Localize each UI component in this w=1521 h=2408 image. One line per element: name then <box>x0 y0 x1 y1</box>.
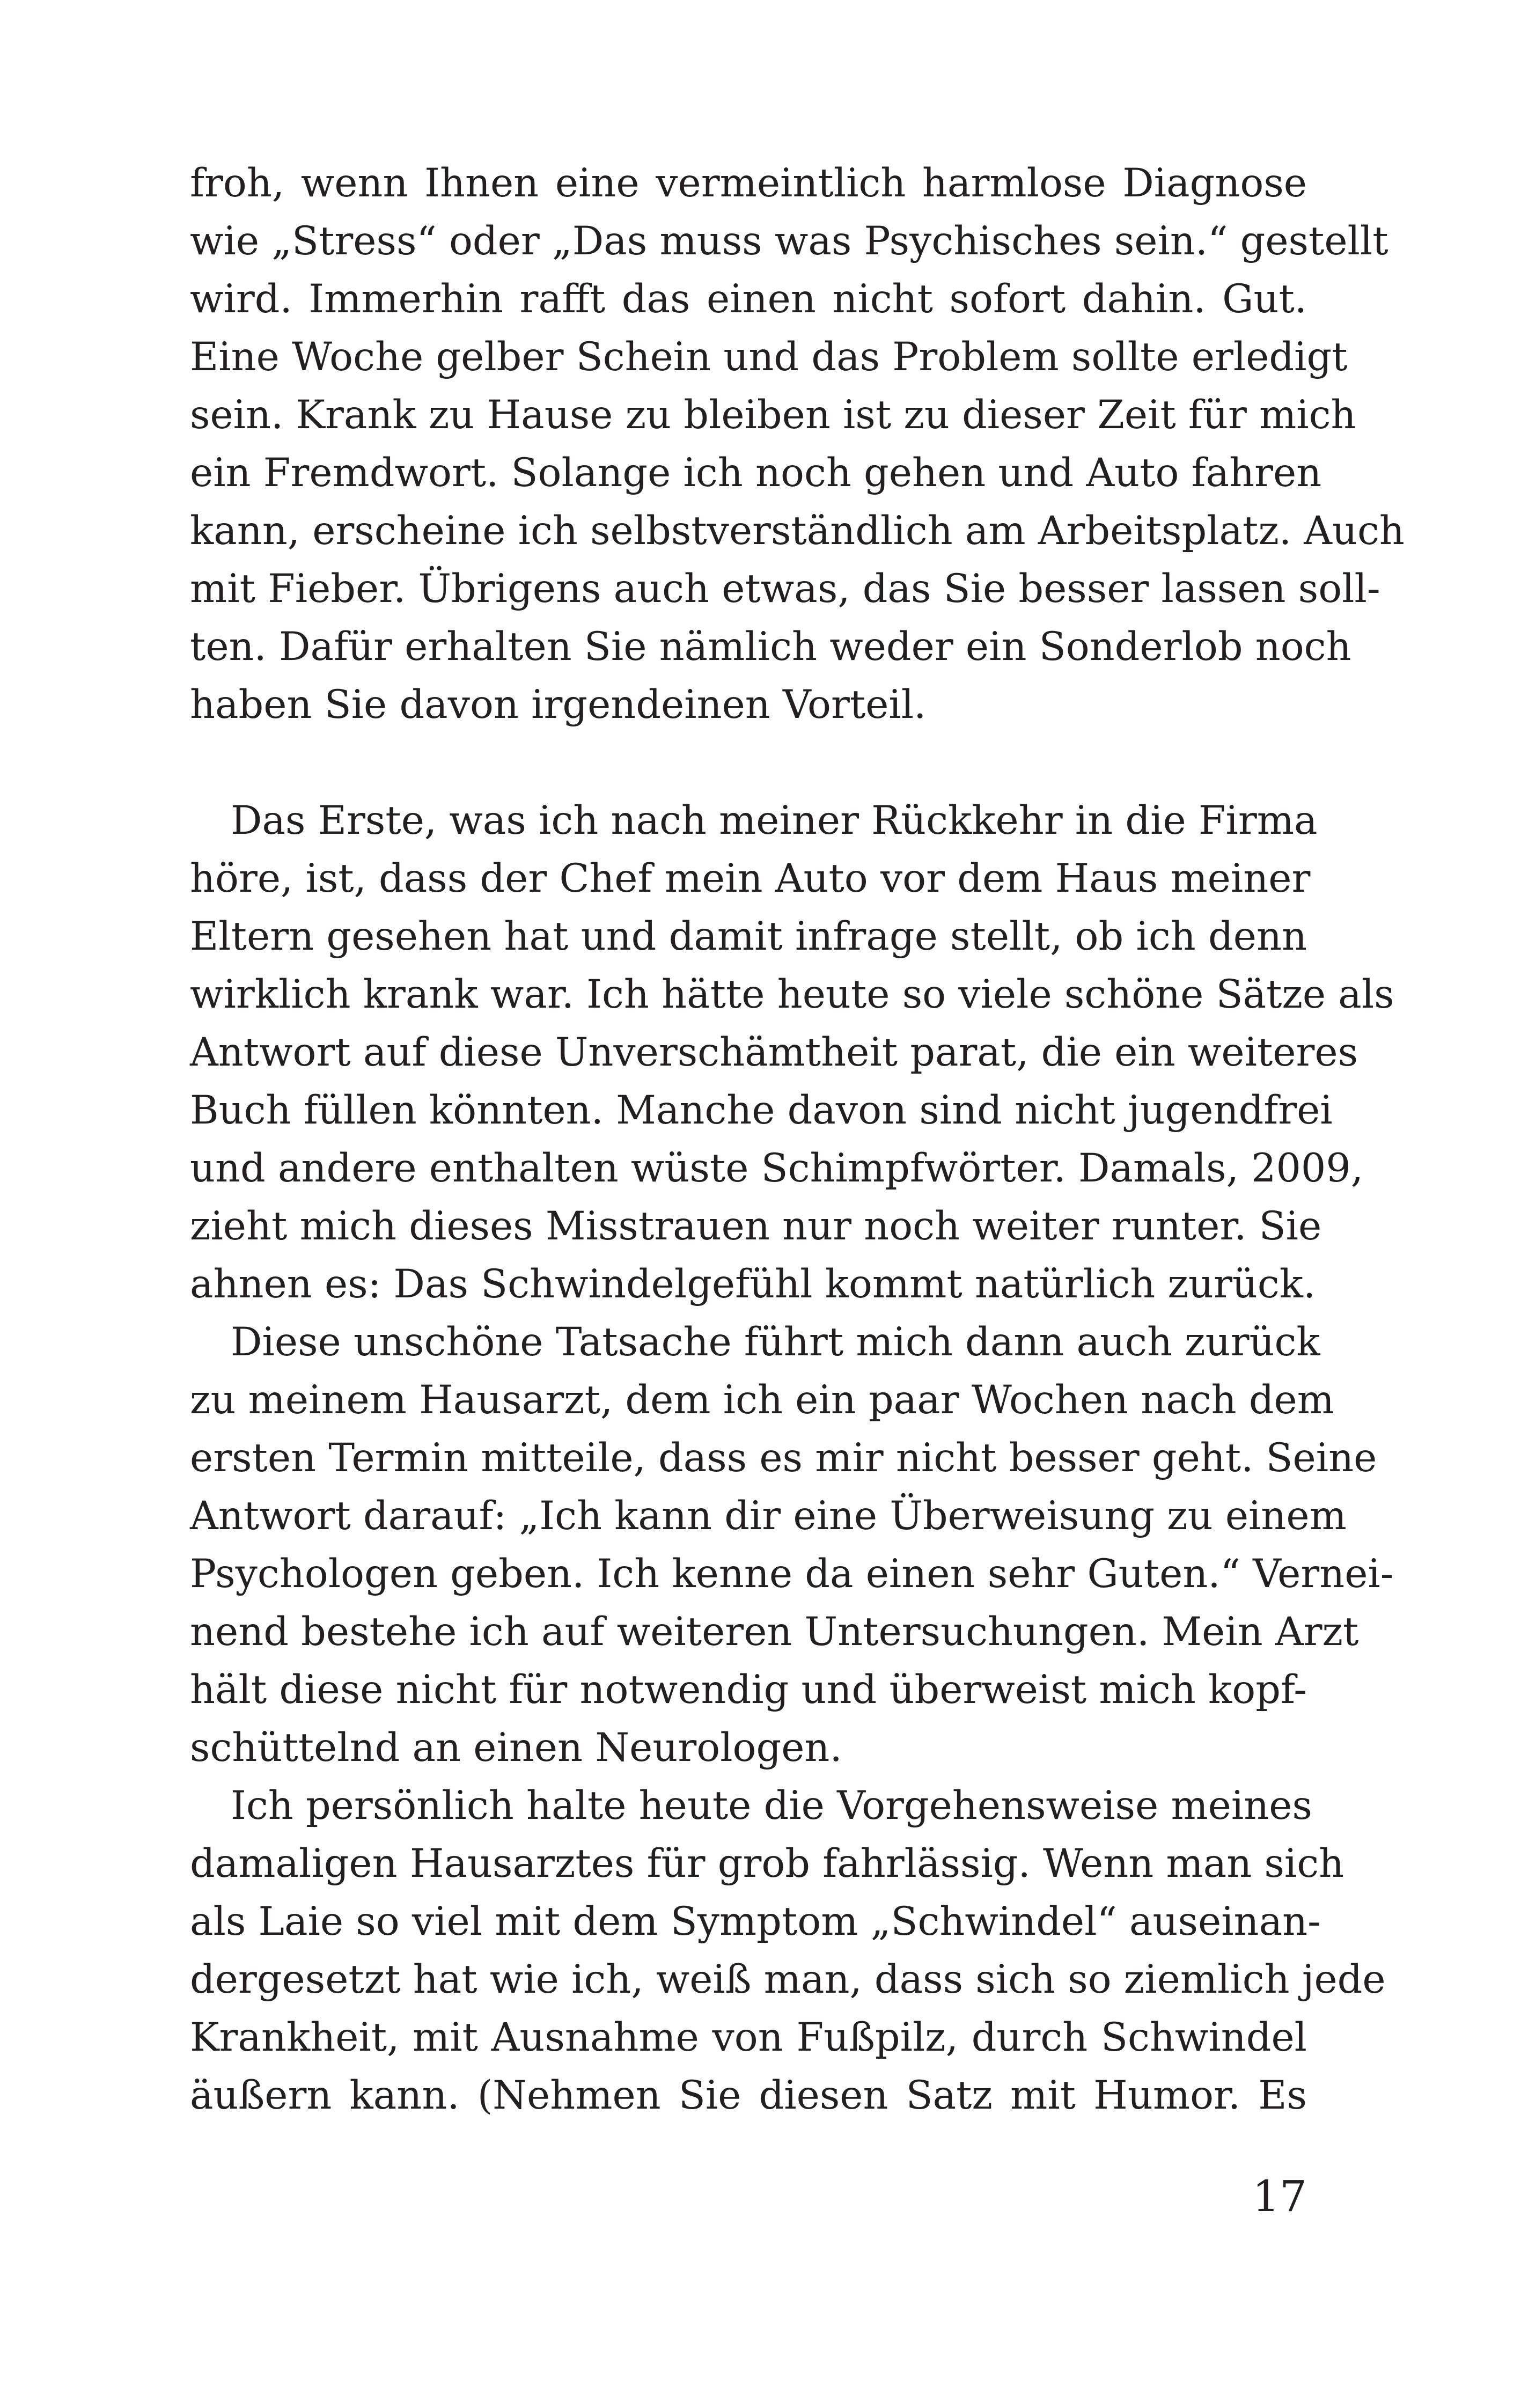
text-line: Antwort darauf: „Ich kann dir eine Überweisung zu einem <box>190 1493 1347 1539</box>
text-line: wirklich krank war. Ich hätte heute so viele schöne Sätze als <box>190 972 1394 1017</box>
text-line: ahnen es: Das Schwindelgefühl kommt natürlich zurück. <box>190 1261 1316 1307</box>
text-line: Antwort auf diese Unverschämtheit parat, die ein weiteres <box>190 1030 1358 1075</box>
text-line: wie „Stress“ oder „Das muss was Psychisches sein.“ gestellt <box>190 218 1388 264</box>
text-line: haben Sie davon irgendeinen Vorteil. <box>190 682 927 728</box>
text-line: Diese unschöne Tatsache führt mich dann auch zurück <box>231 1319 1320 1365</box>
text-line: Psychologen geben. Ich kenne da einen sehr Guten.“ Vernei- <box>190 1551 1394 1597</box>
text-line: ersten Termin mitteile, dass es mir nicht besser geht. Seine <box>190 1435 1377 1481</box>
paragraph-1 <box>190 155 1405 734</box>
text-line: äußern kann. (Nehmen Sie diesen Satz mit Humor. Es <box>190 2073 1307 2118</box>
text-line: sein. Krank zu Hause zu bleiben ist zu dieser Zeit für mich <box>190 392 1356 438</box>
text-line: Buch füllen könnten. Manche davon sind nicht jugendfrei <box>190 1088 1333 1133</box>
text-line: ein Fremdwort. Solange ich noch gehen und Auto fahren <box>190 450 1322 496</box>
text-line: zieht mich dieses Misstrauen nur noch weiter runter. Sie <box>190 1203 1322 1249</box>
text-line: dergesetzt hat wie ich, weiß man, dass sich so ziemlich jede <box>190 1957 1386 2002</box>
text-line: hält diese nicht für notwendig und überweist mich kopf- <box>190 1667 1307 1713</box>
paragraph-2 <box>190 792 1394 1313</box>
paragraph-3 <box>190 1313 1394 1777</box>
paragraph-4 <box>190 1777 1386 2125</box>
text-line: höre, ist, dass der Chef mein Auto vor dem Haus meiner <box>190 856 1311 901</box>
text-line: nend bestehe ich auf weiteren Untersuchungen. Mein Arzt <box>190 1609 1359 1655</box>
text-line: ten. Dafür erhalten Sie nämlich weder ein Sonderlob noch <box>190 624 1351 670</box>
text-line: Das Erste, was ich nach meiner Rückkehr in die Firma <box>231 798 1318 843</box>
text-line: Krankheit, mit Ausnahme von Fußpilz, durch Schwindel <box>190 2015 1307 2060</box>
text-line: zu meinem Hausarzt, dem ich ein paar Wochen nach dem <box>190 1377 1334 1423</box>
text-line: Ich persönlich halte heute die Vorgehensweise meines <box>231 1783 1312 1829</box>
text-line: wird. Immerhin rafft das einen nicht sofort dahin. Gut. <box>190 276 1307 322</box>
text-line: als Laie so viel mit dem Symptom „Schwindel“ auseinan- <box>190 1899 1321 1944</box>
text-line: kann, erscheine ich selbstverständlich am Arbeitsplatz. Auch <box>190 508 1405 554</box>
text-line: mit Fieber. Übrigens auch etwas, das Sie besser lassen soll- <box>190 566 1380 612</box>
text-line: froh, wenn Ihnen eine vermeintlich harmlose Diagnose <box>190 160 1307 206</box>
text-line: schüttelnd an einen Neurologen. <box>190 1725 842 1771</box>
text-line: Eine Woche gelber Schein und das Problem sollte erledigt <box>190 334 1348 380</box>
text-line: Eltern gesehen hat und damit infrage stellt, ob ich denn <box>190 914 1307 959</box>
text-line: und andere enthalten wüste Schimpfwörter. Damals, 2009, <box>190 1146 1364 1191</box>
page-number: 17 <box>1252 2171 1307 2221</box>
text-line: damaligen Hausarztes für grob fahrlässig. Wenn man sich <box>190 1841 1344 1886</box>
